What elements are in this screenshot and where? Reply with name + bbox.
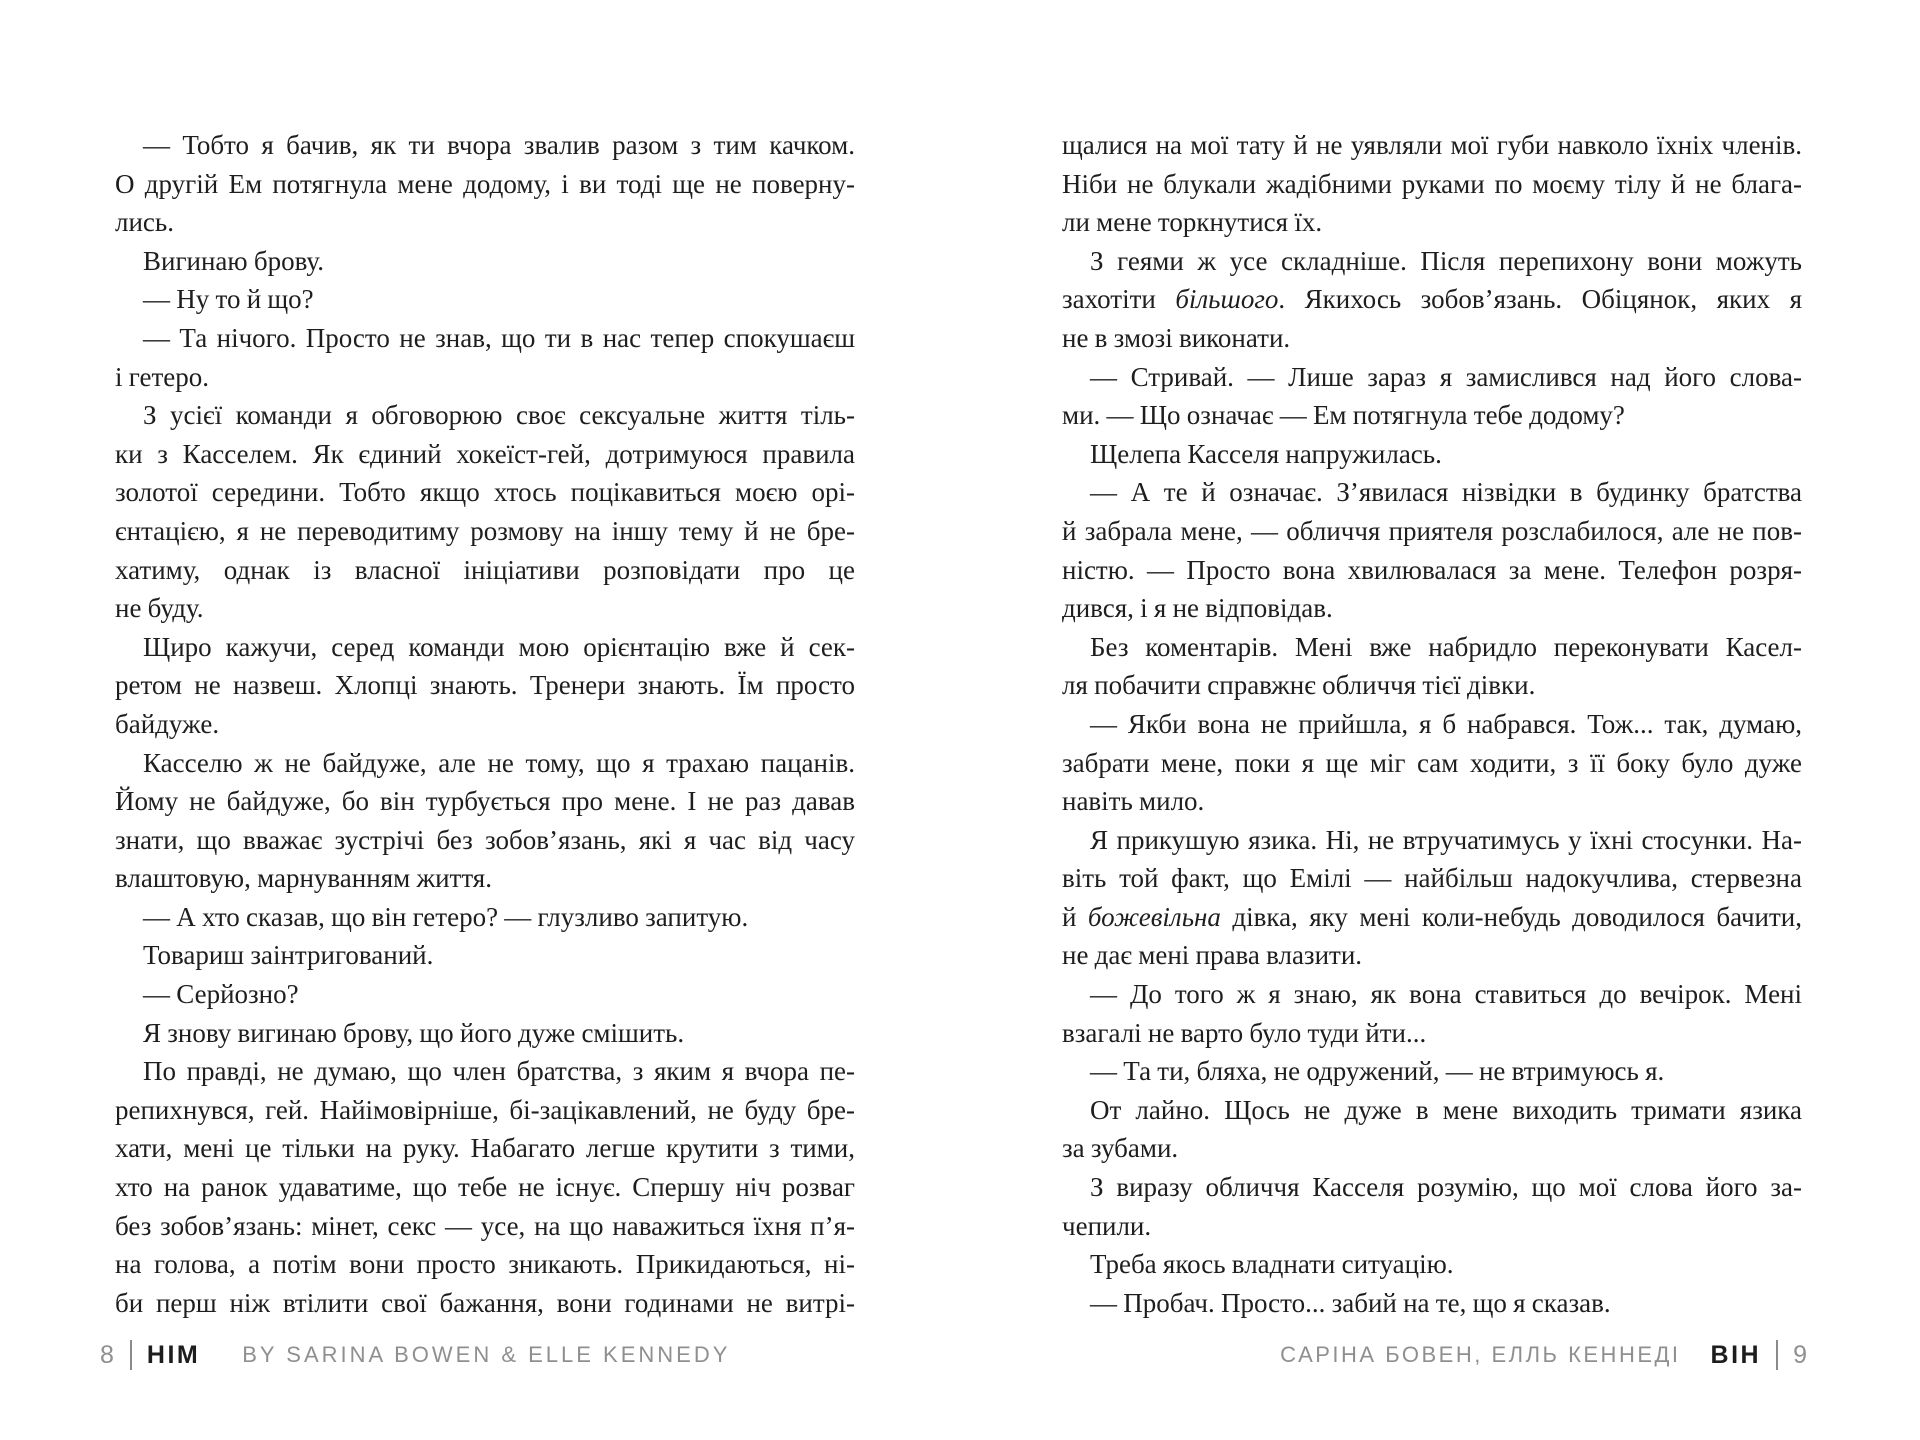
page-right-text-column (1062, 126, 1802, 1322)
text-line: віть той факт, що Емілі — найбільш надокучлива, стервезна (1062, 863, 1802, 894)
paragraph (1062, 435, 1802, 474)
text-line: Щиро кажучи, серед команди мою орієнтацію вже й сек- (143, 631, 855, 662)
text-line: — А хто сказав, що він гетеро? — глузливо запитую. (143, 901, 749, 932)
text-line: Вигинаю брову. (143, 245, 324, 276)
paragraph (1062, 705, 1802, 821)
paragraph (115, 396, 855, 628)
paragraph (115, 1014, 855, 1053)
text-line: Без коментарів. Мені вже набридло переконувати Касел- (1090, 631, 1802, 662)
text-line: — Ну то й що? (143, 284, 314, 315)
text-line: взагалі не варто було туди йти... (1062, 1017, 1427, 1048)
text-line: З геями ж усе складніше. Після перепихону вони можуть (1090, 245, 1802, 276)
text-line: Щелепа Касселя напружилась. (1090, 438, 1442, 469)
text-line: Треба якось владнати ситуацію. (1090, 1249, 1454, 1280)
text-line: щалися на мої тату й не уявляли мої губи навколо їхніх членів. (1062, 130, 1802, 160)
paragraph (115, 1052, 855, 1322)
text-line: — Серйозно? (143, 979, 299, 1010)
text-line: От лайно. Щось не дуже в мене виходить тримати язика (1090, 1094, 1802, 1125)
paragraph (1062, 1245, 1802, 1284)
text-line: не в змозі виконати. (1062, 322, 1291, 353)
text-line: Йому не байдуже, бо він турбується про мене. І не раз давав (115, 786, 855, 817)
page-right-footer (1280, 1337, 1808, 1373)
text-line: хатиму, однак із власної ініціативи розповідати про це (115, 554, 855, 585)
text-line: і гетеро. (115, 361, 209, 392)
page-left-text-column (115, 126, 855, 1322)
page-number-right: 9 (1793, 1340, 1808, 1369)
paragraph (115, 280, 855, 319)
text-line: навіть мило. (1062, 786, 1205, 817)
text-line: ля побачити справжнє обличчя тієї дівки. (1062, 670, 1536, 701)
text-line: Товариш заінтригований. (143, 940, 434, 971)
text-line: забрати мене, поки я ще міг сам ходити, з її боку було дуже (1062, 747, 1802, 778)
book-title-uk: ВІН (1710, 1340, 1762, 1369)
text-line: не буду. (115, 593, 204, 624)
text-line: ли мене торкнутися їх. (1062, 207, 1323, 238)
paragraph (1062, 358, 1802, 435)
page-number-left: 8 (100, 1340, 115, 1369)
text-line: Касселю ж не байдуже, але не тому, що я трахаю пацанів. (143, 747, 855, 778)
text-line: влаштовую, марнуванням життя. (115, 863, 492, 894)
text-line: З усієї команди я обговорюю своє сексуальне життя тіль- (143, 400, 855, 431)
text-line: Я прикушую язика. Ні, не втручатимусь у їхні стосунки. На- (1090, 824, 1802, 855)
authors-ukrainian: САРІНА БОВЕН, ЕЛЛЬ КЕННЕДІ (1280, 1342, 1681, 1367)
text-line: не дає мені права влазити. (1062, 940, 1363, 971)
paragraph (1062, 1052, 1802, 1091)
text-line: за зубами. (1062, 1133, 1179, 1164)
text-line: — До того ж я знаю, як вона ставиться до вечірок. Мені (1090, 979, 1802, 1010)
text-line: — Та нічого. Просто не знав, що ти в нас тепер спокушаєш (143, 322, 855, 353)
text-line: — Пробач. Просто... забий на те, що я сказав. (1090, 1287, 1611, 1318)
text-line: — Та ти, бляха, не одружений, — не втримуюсь я. (1090, 1056, 1665, 1087)
paragraph (1062, 1284, 1802, 1323)
text-line: — Тобто я бачив, як ти вчора звалив разом з тим качком. (143, 130, 855, 160)
text-line: на голова, а потім вони просто зникають. Прикидаються, ні- (115, 1249, 855, 1280)
text-line: Я знову вигинаю брову, що його дуже смішить. (143, 1017, 685, 1048)
text-line: лись. (115, 207, 174, 238)
text-line: без зобов’язань: мінет, секс — усе, на що наважиться їхня п’я- (115, 1210, 855, 1241)
paragraph (1062, 1168, 1802, 1245)
text-line: ки з Касселем. Як єдиний хокеїст-гей, дотримуюся правила (115, 438, 855, 469)
paragraph (115, 936, 855, 975)
text-line: По правді, не думаю, що член братства, з яким я вчора пе- (143, 1056, 855, 1087)
text-line: — Якби вона не прийшла, я б набрався. Тож... так, думаю, (1090, 708, 1802, 739)
text-line: єнтацією, я не переводитиму розмову на іншу тему й не бре- (115, 515, 855, 546)
text-line: знати, що вважає зустрічі без зобов’язань, які я час від часу (115, 824, 855, 855)
paragraph (115, 975, 855, 1014)
text-line: чепили. (1062, 1210, 1152, 1241)
paragraph (115, 898, 855, 937)
text-line: репихнувся, гей. Найімовірніше, бі-зацікавлений, не буду бре- (115, 1094, 855, 1125)
paragraph (115, 319, 855, 396)
text-line: й забрала мене, — обличчя приятеля розслабилося, але не пов- (1062, 515, 1802, 546)
author-byline: BY SARINA BOWEN & ELLE KENNEDY (242, 1342, 731, 1367)
paragraph (1062, 126, 1802, 242)
text-line: З виразу обличчя Касселя розумію, що мої слова його за- (1090, 1172, 1802, 1203)
paragraph (115, 628, 855, 744)
text-line: Ніби не блукали жадібними руками по моєму тілу й не блага- (1062, 168, 1802, 199)
paragraph (1062, 473, 1802, 627)
paragraph (115, 744, 855, 898)
paragraph (1062, 821, 1802, 975)
paragraph (115, 126, 855, 242)
text-line: ретом не назвеш. Хлопці знають. Тренери знають. Їм просто (115, 670, 855, 701)
footer-divider (1776, 1340, 1778, 1370)
book-title-en: HIM (146, 1340, 201, 1369)
text-line: байдуже. (115, 708, 220, 739)
text-line: хто на ранок удаватиме, що тебе не існує. Спершу ніч розваг (115, 1172, 855, 1203)
paragraph (1062, 628, 1802, 705)
page-left-footer (100, 1337, 730, 1373)
text-line: — Стривай. — Лише зараз я замислився над його слова- (1090, 361, 1802, 392)
paragraph (1062, 975, 1802, 1052)
paragraph (1062, 242, 1802, 358)
text-line: О другій Ем потягнула мене додому, і ви тоді ще не поверну- (115, 168, 855, 199)
text-line: ністю. — Просто вона хвилювалася за мене. Телефон розря- (1062, 554, 1802, 585)
paragraph (1062, 1091, 1802, 1168)
paragraph (115, 242, 855, 281)
text-line: — А те й означає. З’явилася нізвідки в будинку братства (1090, 477, 1802, 508)
footer-divider (130, 1340, 132, 1370)
text-line: й божевільна дівка, яку мені коли-небудь доводилося бачити, (1062, 901, 1803, 932)
text-line: би перш ніж втілити свої бажання, вони годинами не витрі- (115, 1287, 855, 1318)
text-line: захотіти більшого. Якихось зобов’язань. Обіцянок, яких я (1062, 284, 1802, 315)
text-line: хати, мені це тільки на руку. Набагато легше крутити з тими, (115, 1133, 855, 1164)
text-line: дився, і я не відповідав. (1062, 593, 1333, 624)
text-line: ми. — Що означає — Ем потягнула тебе додому? (1062, 400, 1625, 431)
text-line: золотої середини. Тобто якщо хтось поцікавиться моєю орі- (115, 477, 855, 508)
